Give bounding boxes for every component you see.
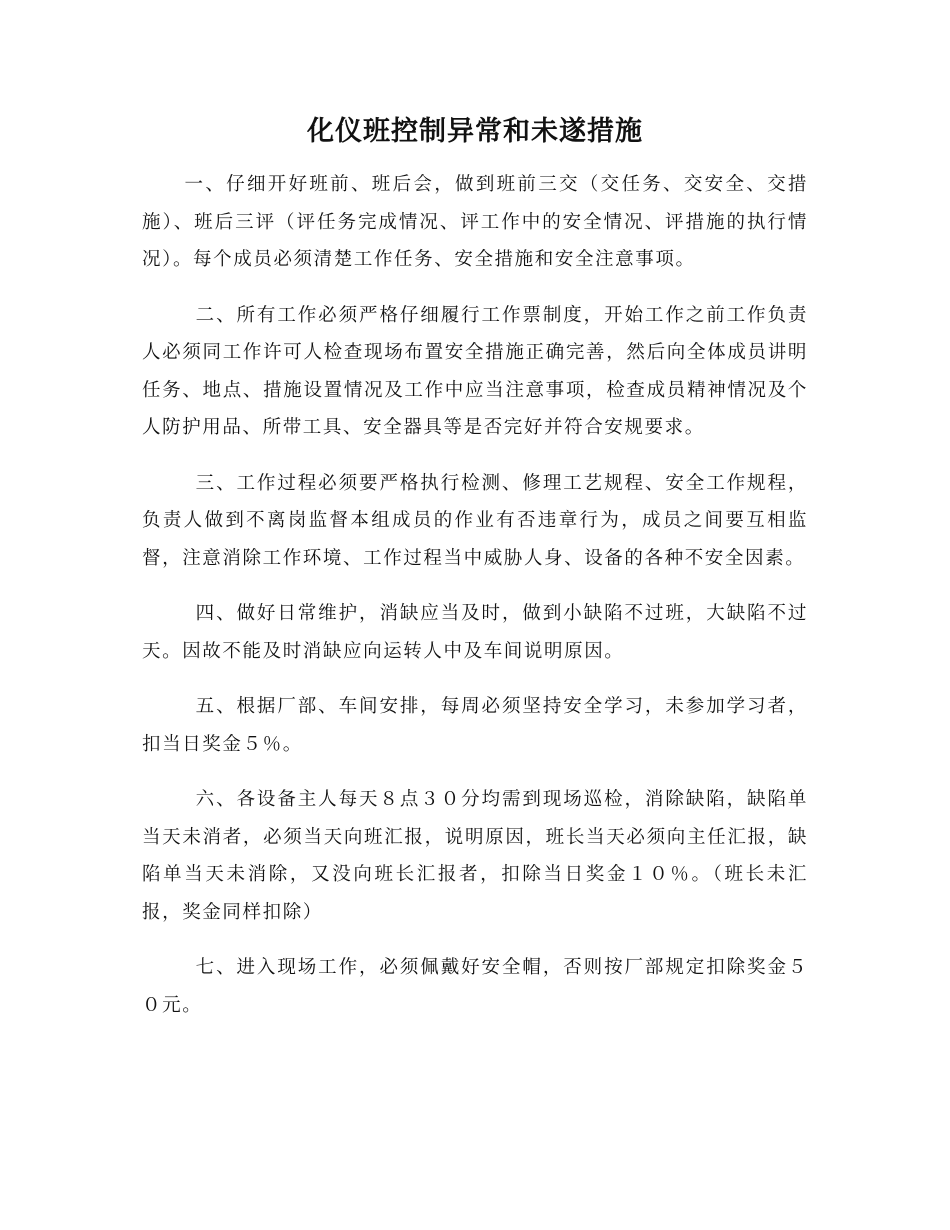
paragraph-5: 五、根据厂部、车间安排，每周必须坚持安全学习，未参加学习者，扣当日奖金５％。 [142,696,808,755]
document-title: 化仪班控制异常和未遂措施 [307,116,643,147]
document-body [142,166,808,1042]
paragraph-1: 一、仔细开好班前、班后会，做到班前三交（交任务、交安全、交措施）、班后三评（评任务完成情况、评工作中的安全情况、评措施的执行情况）。每个成员必须清楚工作任务、安全措施和安全注意事项。 [142,174,808,270]
paragraph-7: 七、进入现场工作，必须佩戴好安全帽，否则按厂部规定扣除奖金５０元。 [142,957,808,1016]
paragraph-3: 三、工作过程必须要严格执行检测、修理工艺规程、安全工作规程，负责人做到不离岗监督本组成员的作业有否违章行为，成员之间要互相监督，注意消除工作环境、工作过程当中威胁人身、设备的各种不安全因素。 [142,472,808,569]
paragraph-2: 二、所有工作必须严格仔细履行工作票制度，开始工作之前工作负责人必须同工作许可人检查现场布置安全措施正确完善，然后向全体成员讲明任务、地点、措施设置情况及工作中应当注意事项，检查成员精神情况及个人防护用品、所带工具、安全器具等是否完好并符合安规要求。 [142,304,808,438]
paragraph-4: 四、做好日常维护，消缺应当及时，做到小缺陷不过班，大缺陷不过天。因故不能及时消缺应向运转人中及车间说明原因。 [142,603,808,662]
paragraph-6: 六、各设备主人每天８点３０分均需到现场巡检，消除缺陷，缺陷单当天未消者，必须当天向班汇报，说明原因，班长当天必须向主任汇报，缺陷单当天未消除，又没向班长汇报者，扣除当日奖金１０％。（班长未汇报，奖金同样扣除） [142,789,808,923]
